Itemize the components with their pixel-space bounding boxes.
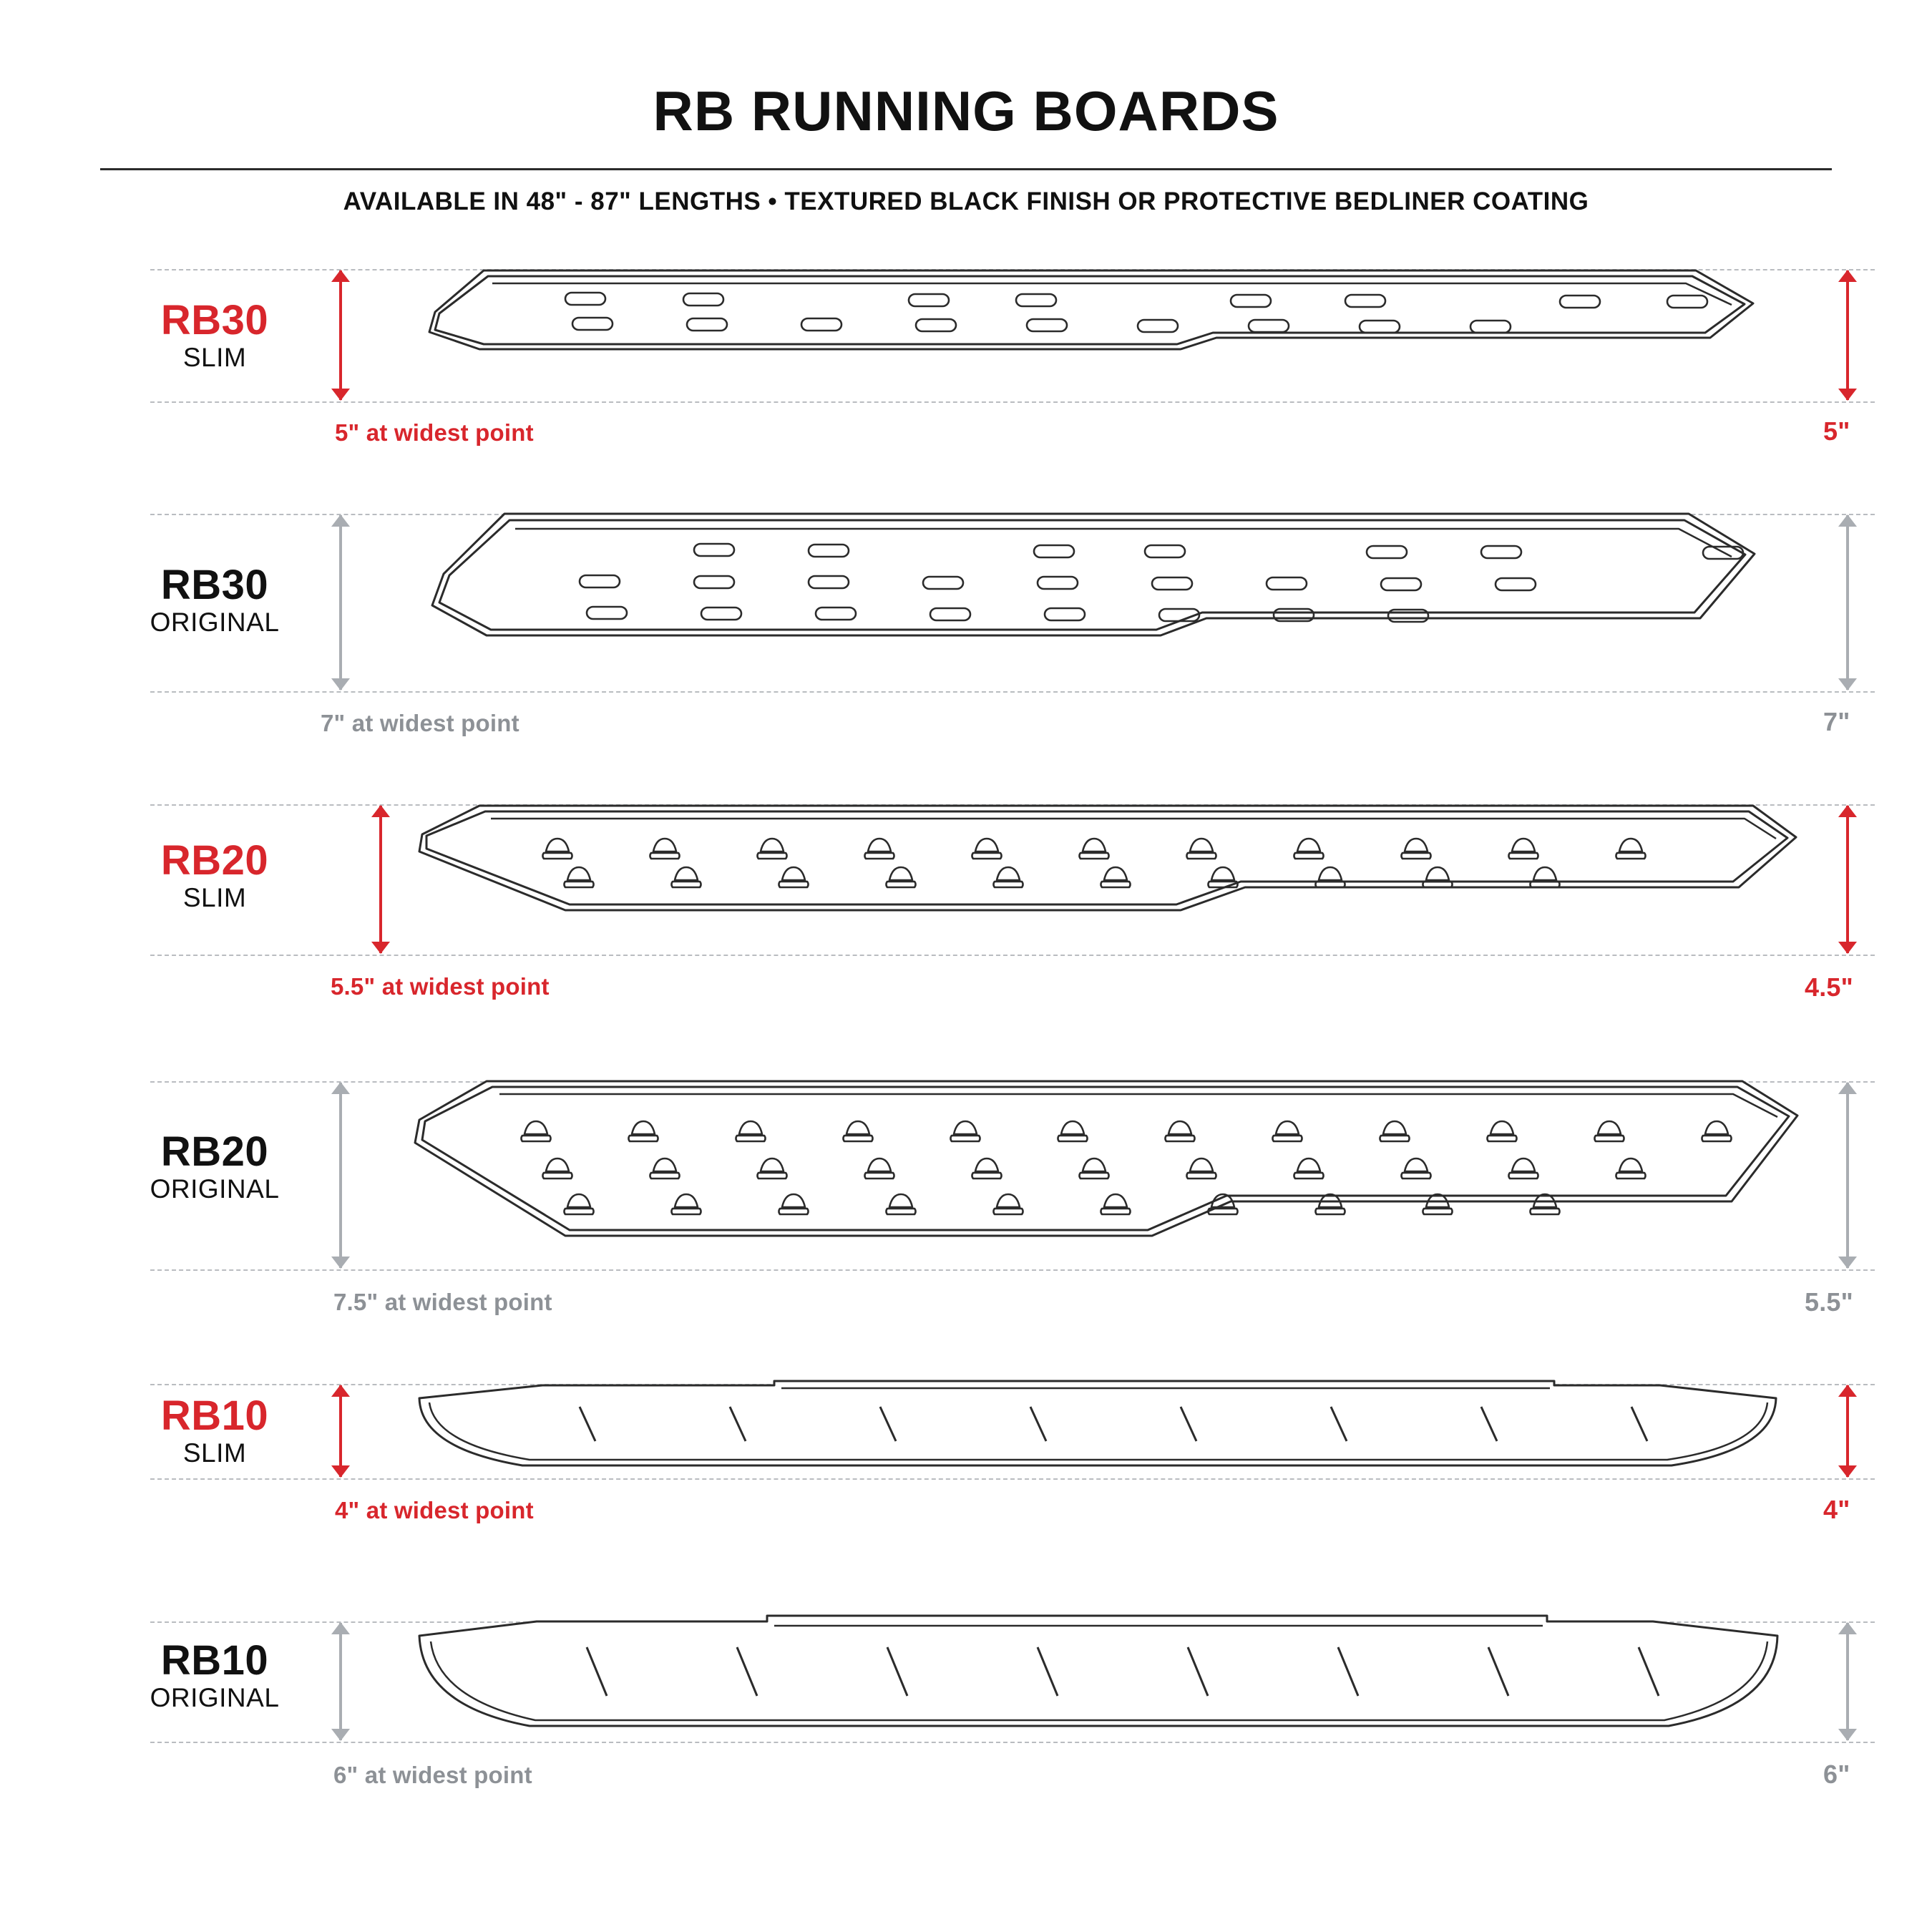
right-dimension: 7" bbox=[1823, 707, 1850, 736]
board-illustration-rb30-original bbox=[351, 504, 1782, 711]
board-model: RB20 bbox=[160, 837, 269, 884]
board-label-rb10-original bbox=[114, 1637, 315, 1714]
right-dimension: 5.5" bbox=[1805, 1287, 1853, 1317]
board-model: RB20 bbox=[160, 1128, 269, 1175]
width-caption: 7" at widest point bbox=[321, 710, 519, 736]
width-arrow-left bbox=[339, 1083, 342, 1268]
board-illustration-rb20-original bbox=[351, 1065, 1803, 1284]
width-arrow-right bbox=[1846, 1623, 1849, 1740]
width-arrow-left bbox=[339, 1385, 342, 1477]
width-arrow-left bbox=[339, 270, 342, 400]
page-title: RB RUNNING BOARDS bbox=[653, 79, 1279, 142]
title-divider bbox=[100, 168, 1832, 170]
header bbox=[50, 0, 1882, 216]
width-caption: 7.5" at widest point bbox=[333, 1289, 552, 1315]
board-row-rb30-original bbox=[50, 504, 1882, 790]
width-arrow-left bbox=[339, 515, 342, 690]
width-caption: 4" at widest point bbox=[335, 1497, 534, 1523]
board-variant: ORIGINAL bbox=[150, 608, 280, 637]
board-model: RB30 bbox=[160, 562, 269, 608]
board-row-rb10-original bbox=[50, 1606, 1882, 1849]
board-label-rb20-original bbox=[114, 1128, 315, 1206]
width-arrow-left bbox=[339, 1623, 342, 1740]
right-dimension: 4.5" bbox=[1805, 972, 1853, 1002]
board-variant: ORIGINAL bbox=[150, 1683, 280, 1712]
page-subtitle: AVAILABLE IN 48" - 87" LENGTHS • TEXTURED BLACK FINISH OR PROTECTIVE BEDLINER COATING bbox=[343, 187, 1589, 215]
board-illustration-rb10-original bbox=[351, 1606, 1803, 1763]
width-caption: 5" at widest point bbox=[335, 419, 534, 446]
right-dimension: 5" bbox=[1823, 416, 1850, 446]
width-arrow-right bbox=[1846, 1385, 1849, 1477]
board-row-rb20-original bbox=[50, 1065, 1882, 1370]
width-arrow-right bbox=[1846, 1083, 1849, 1268]
board-model: RB30 bbox=[160, 297, 269, 343]
board-variant: SLIM bbox=[182, 1438, 247, 1468]
board-label-rb10-slim bbox=[114, 1392, 315, 1470]
board-label-rb30-original bbox=[114, 562, 315, 639]
width-arrow-right bbox=[1846, 806, 1849, 953]
board-model: RB10 bbox=[160, 1392, 269, 1439]
right-dimension: 4" bbox=[1823, 1495, 1850, 1524]
width-arrow-right bbox=[1846, 515, 1849, 690]
board-illustration-rb10-slim bbox=[351, 1370, 1803, 1498]
board-row-rb30-slim bbox=[50, 260, 1882, 504]
width-arrow-right bbox=[1846, 270, 1849, 400]
board-variant: ORIGINAL bbox=[150, 1174, 280, 1204]
width-caption: 5.5" at widest point bbox=[331, 973, 550, 1000]
board-illustration-rb20-slim bbox=[351, 790, 1803, 969]
board-row-rb10-slim bbox=[50, 1370, 1882, 1606]
board-variant: SLIM bbox=[182, 343, 247, 372]
board-rows bbox=[50, 260, 1882, 1849]
board-illustration-rb30-slim bbox=[351, 260, 1782, 425]
board-model: RB10 bbox=[160, 1637, 269, 1684]
board-variant: SLIM bbox=[182, 883, 247, 912]
board-row-rb20-slim bbox=[50, 790, 1882, 1065]
board-label-rb20-slim bbox=[114, 837, 315, 914]
board-label-rb30-slim bbox=[114, 297, 315, 374]
width-caption: 6" at widest point bbox=[333, 1762, 532, 1788]
right-dimension: 6" bbox=[1823, 1760, 1850, 1789]
